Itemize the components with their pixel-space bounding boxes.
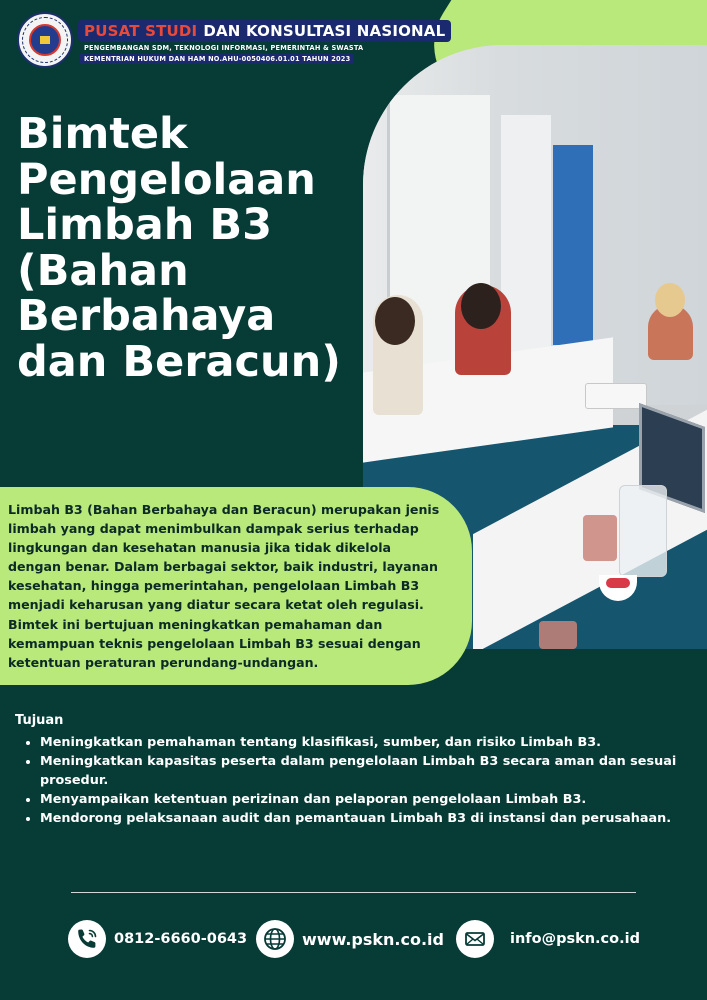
book-icon (40, 36, 50, 44)
organization-logo (17, 12, 73, 68)
header-title-part1: PUSAT STUDI (84, 22, 198, 40)
header-registration: KEMENTRIAN HUKUM DAN HAM NO.AHU-0050406.01.01 TAHUN 2023 (80, 54, 354, 64)
contact-website[interactable] (256, 920, 444, 958)
website-url: www.pskn.co.id (302, 929, 444, 949)
intro-paragraph: Limbah B3 (Bahan Berbahaya dan Beracun) merupakan jenis limbah yang dapat menimbulkan dampak serius terhadap lingkungan dan kesehatan manusia jika tidak dikelola dengan benar. Dalam berbagai sektor, baik industri, layanan kesehatan, hingga pemerintahan, pengelolaan Limbah B3 menjadi keharusan yang diatur secara ketat oleh regulasi. Bimtek ini bertujuan meningkatkan pemahaman dan kemampuan teknis pengelolaan Limbah B3 sesuai dengan ketentuan peraturan perundang-undangan. (8, 502, 440, 670)
phone-number: 0812-6660-0643 (114, 931, 248, 947)
goal-item: • Menyampaikan ketentuan perizinan dan pelaporan pengelolaan Limbah B3. (40, 790, 690, 809)
email-address: info@pskn.co.id (510, 931, 640, 947)
logo-emblem (29, 24, 61, 56)
mail-icon (456, 920, 494, 958)
contact-phone[interactable] (68, 920, 247, 958)
header-subtitle: PENGEMBANGAN SDM, TEKNOLOGI INFORMASI, PEMERINTAH & SWASTA (84, 44, 364, 52)
goal-item: • Meningkatkan kapasitas peserta dalam pengelolaan Limbah B3 secara aman dan sesuai prosedur. (40, 752, 690, 790)
phone-icon (68, 920, 106, 958)
globe-icon (256, 920, 294, 958)
goals-heading: Tujuan (15, 713, 64, 728)
goals-list (18, 733, 690, 828)
header-banner (78, 20, 451, 42)
header-title-part2: DAN KONSULTASI NASIONAL (203, 22, 446, 40)
goal-item: • Mendorong pelaksanaan audit dan pemantauan Limbah B3 di instansi dan perusahaan. (40, 809, 690, 828)
page-title: Bimtek Pengelolaan Limbah B3 (Bahan Berbahaya dan Beracun) (17, 109, 341, 387)
goal-item: • Meningkatkan pemahaman tentang klasifikasi, sumber, dan risiko Limbah B3. (40, 733, 690, 752)
footer-divider (71, 892, 636, 893)
contact-email[interactable] (456, 920, 640, 958)
